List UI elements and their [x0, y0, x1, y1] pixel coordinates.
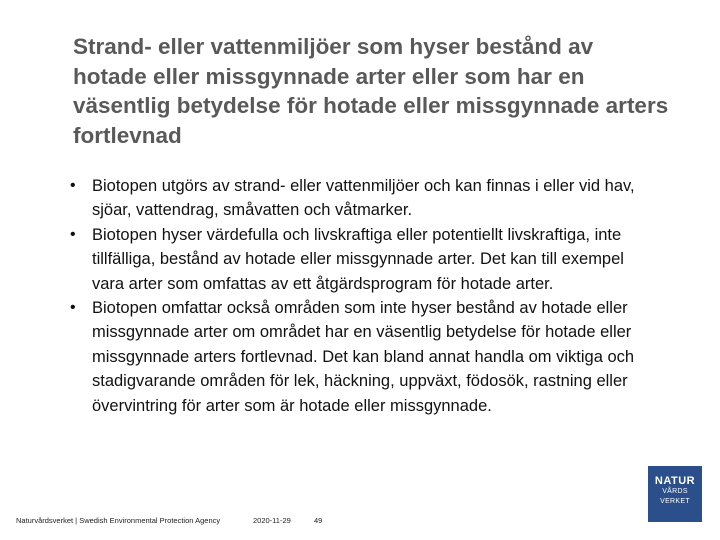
bullet-item [70, 223, 655, 296]
footer [16, 516, 323, 525]
page-number: 49 [314, 516, 323, 525]
footer-organization: Naturvårdsverket | Swedish Environmental Protection Agency [16, 516, 221, 525]
bullet-list [70, 174, 655, 418]
logo-line-1: NATUR [654, 475, 696, 487]
bullet-symbol: • [70, 177, 76, 194]
naturvardsverket-logo [648, 466, 702, 522]
bullet-text: Biotopen hyser värdefulla och livskraftiga eller potentiellt livskraftiga, inte tillfälliga, bestånd av hotade eller missgynnade arter. Det kan till exempel vara arter som omfattas av ett åtgärdsprogram för hotade arter. [92, 225, 624, 293]
bullet-text: Biotopen omfattar också områden som inte hyser bestånd av hotade eller missgynnade arter om området har en väsentlig betydelse för hotade eller missgynnade arters fortlevnad. Det kan bland annat handla om viktiga och stadigvarande områden för lek, häckning, uppväxt, födosök, rastning eller övervintring för arter som är hotade eller missgynnade. [92, 299, 635, 415]
bullet-symbol: • [70, 299, 76, 317]
logo-line-3: VERKET [660, 498, 690, 505]
bullet-symbol: • [70, 225, 76, 243]
logo-line-2: VÅRDS [662, 488, 688, 495]
bullet-text: Biotopen utgörs av strand- eller vattenmiljöer och kan finnas i eller vid hav, sjöar, vattendrag, småvatten och våtmarker. [92, 177, 635, 220]
footer-date: 2020-11-29 [253, 516, 291, 525]
slide-title: Strand- eller vattenmiljöer som hyser bestånd av hotade eller missgynnade arter eller som har en väsentlig betydelse för hotade eller missgynnade arters fortlevnad [73, 34, 669, 148]
bullet-item [70, 174, 655, 223]
bullet-item [70, 296, 655, 418]
